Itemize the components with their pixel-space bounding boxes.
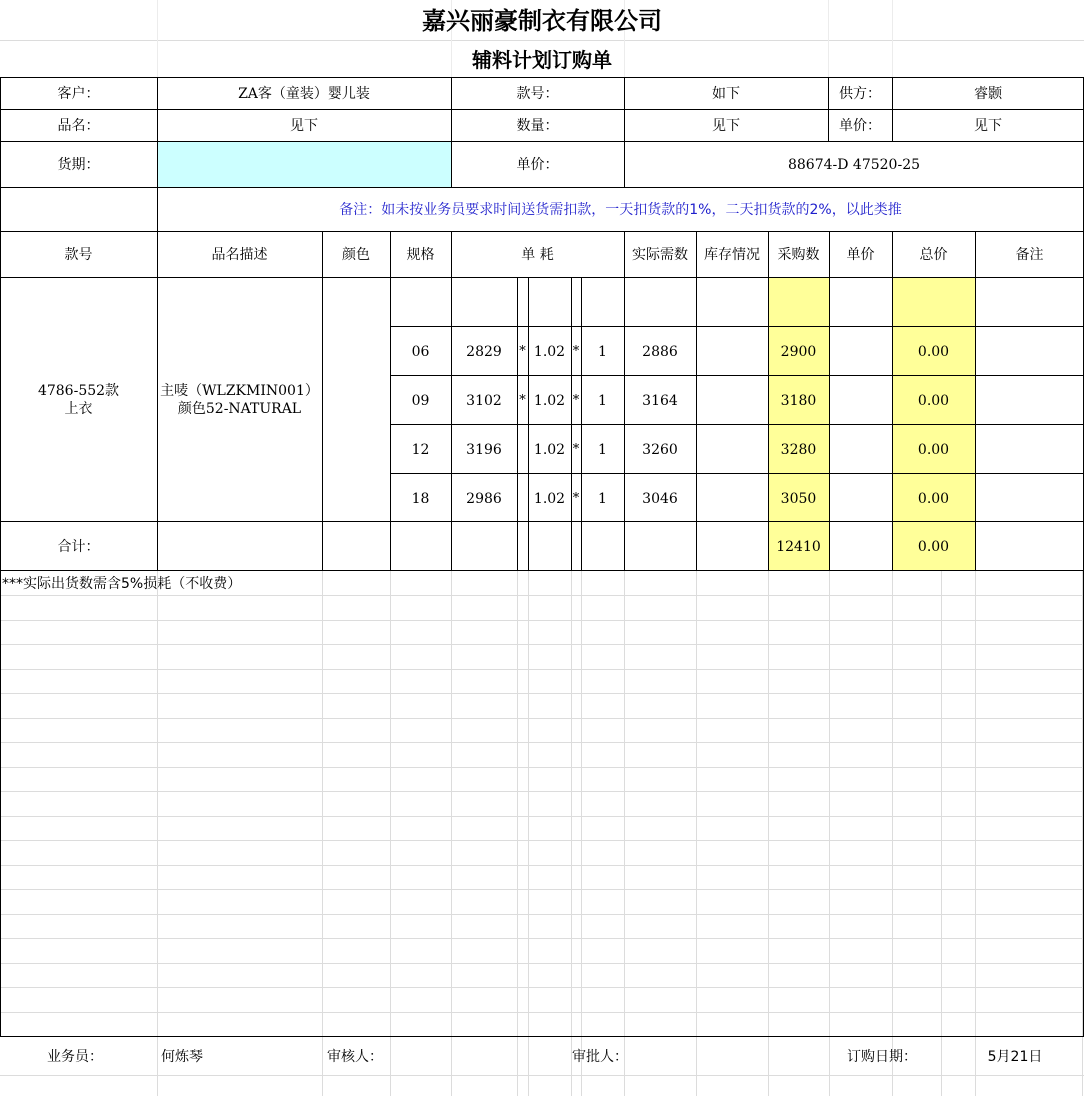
description-cell[interactable]: 主唛（WLZKMIN001）颜色52-NATURAL — [160, 383, 319, 417]
header-size: 规格 — [406, 247, 435, 263]
form-title: 辅料计划订购单 — [472, 48, 612, 72]
row-size[interactable]: 06 — [411, 343, 430, 360]
reviewer-label: 审核人： — [327, 1049, 383, 1065]
row-factor[interactable]: 1.02 — [533, 392, 566, 409]
row-size[interactable]: 18 — [411, 490, 430, 507]
row-mult[interactable]: 1 — [598, 392, 607, 409]
total-purchase[interactable]: 12410 — [776, 538, 821, 555]
row-op2[interactable]: * — [572, 343, 580, 359]
header-actual-need: 实际需数 — [632, 247, 688, 263]
row-total[interactable]: 0.00 — [917, 441, 950, 458]
row-factor[interactable]: 1.02 — [533, 441, 566, 458]
approver-label: 审批人： — [572, 1049, 628, 1065]
delivery-value[interactable] — [157, 142, 451, 188]
qty-label: 数量： — [516, 118, 559, 134]
footnote: ***实际出货数需含5%损耗（不收费） — [2, 576, 242, 592]
row-size[interactable]: 09 — [411, 392, 430, 409]
row-qty[interactable]: 3102 — [466, 392, 502, 409]
row-qty[interactable]: 2986 — [466, 490, 502, 507]
row-mult[interactable]: 1 — [598, 490, 607, 507]
header-unit-price: 单价 — [846, 247, 875, 263]
header-remarks: 备注 — [1015, 247, 1044, 263]
style-no-line2: 上衣 — [64, 401, 93, 417]
row-purchase[interactable]: 3050 — [780, 490, 817, 507]
remark-text: 备注：如未按业务员要求时间送货需扣款，一天扣货款的1%，二天扣货款的2%，以此类推 — [339, 202, 902, 218]
row-op2[interactable]: * — [572, 392, 580, 408]
order-date-value[interactable]: 5月21日 — [987, 1049, 1043, 1065]
customer-value[interactable]: ZA客（童装）婴儿装 — [238, 86, 370, 102]
row-op1[interactable]: * — [519, 343, 526, 359]
price-label: 单价： — [839, 118, 881, 134]
row-purchase[interactable]: 3180 — [780, 392, 817, 409]
style-label: 款号： — [516, 86, 559, 102]
customer-label: 客户： — [57, 86, 100, 102]
total-price[interactable]: 0.00 — [917, 538, 950, 555]
row-op1[interactable] — [517, 425, 528, 474]
row-actual[interactable]: 3164 — [642, 392, 678, 409]
price-value[interactable]: 见下 — [974, 118, 1002, 134]
salesperson-value[interactable]: 何炼琴 — [161, 1049, 203, 1065]
supplier-label: 供方： — [839, 86, 881, 102]
style-no-line1: 4786-552款 — [37, 383, 120, 399]
delivery-label: 货期： — [57, 157, 100, 173]
row-purchase[interactable]: 3280 — [780, 441, 817, 458]
price2-value[interactable]: 88674-D 47520-25 — [787, 157, 921, 173]
row-total[interactable]: 0.00 — [917, 343, 950, 360]
header-color: 颜色 — [342, 247, 370, 263]
row-total[interactable]: 0.00 — [917, 490, 950, 507]
row-qty[interactable]: 3196 — [466, 441, 502, 458]
total-label: 合计： — [57, 538, 100, 555]
header-stock: 库存情况 — [704, 247, 760, 263]
style-value[interactable]: 如下 — [712, 86, 740, 102]
header-total-price: 总价 — [919, 247, 948, 263]
item-label: 品名： — [57, 118, 100, 134]
row-qty[interactable]: 2829 — [466, 343, 502, 360]
header-description: 品名描述 — [211, 247, 268, 263]
row-op2[interactable]: * — [572, 441, 580, 457]
header-style-no: 款号 — [64, 247, 93, 263]
order-date-label: 订购日期： — [847, 1049, 917, 1065]
company-title: 嘉兴丽豪制衣有限公司 — [422, 6, 662, 35]
salesperson-label: 业务员： — [47, 1049, 103, 1065]
row-purchase[interactable]: 2900 — [780, 343, 817, 360]
item-value[interactable]: 见下 — [290, 118, 318, 134]
style-no-cell[interactable] — [0, 278, 157, 522]
row-size[interactable]: 12 — [411, 441, 430, 458]
row-actual[interactable]: 2886 — [642, 343, 678, 360]
row-op1[interactable]: * — [519, 392, 526, 408]
row-op2[interactable]: * — [572, 490, 580, 506]
row-actual[interactable]: 3046 — [642, 490, 678, 507]
row-mult[interactable]: 1 — [598, 343, 607, 360]
row-factor[interactable]: 1.02 — [533, 343, 566, 360]
supplier-value[interactable]: 睿颢 — [974, 86, 1002, 102]
price2-label: 单价： — [516, 157, 559, 173]
header-purchase-qty: 采购数 — [777, 247, 820, 263]
row-factor[interactable]: 1.02 — [533, 490, 566, 507]
row-mult[interactable]: 1 — [598, 441, 607, 458]
qty-value[interactable]: 见下 — [712, 118, 740, 134]
row-actual[interactable]: 3260 — [642, 441, 678, 458]
row-total[interactable]: 0.00 — [917, 392, 950, 409]
header-consumption: 单 耗 — [521, 247, 554, 263]
row-op1[interactable] — [517, 474, 528, 523]
